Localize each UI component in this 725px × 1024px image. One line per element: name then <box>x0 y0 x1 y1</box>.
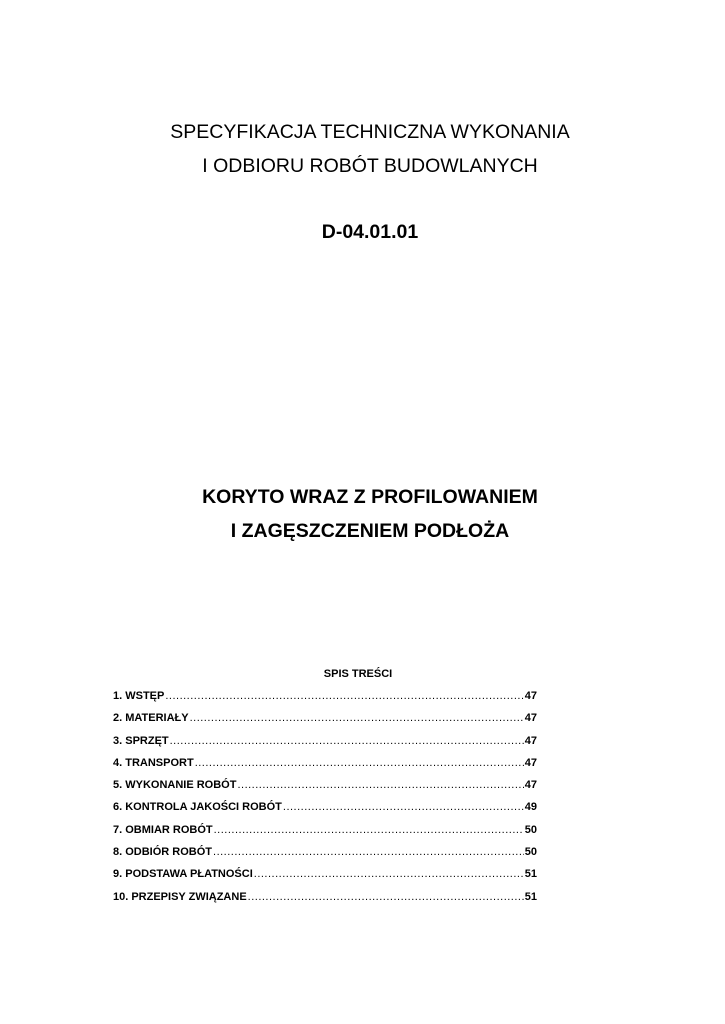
toc-entry-page: 47 <box>524 690 537 702</box>
toc-entry-page: 51 <box>524 890 537 903</box>
toc-entry-label: 6. KONTROLA JAKOŚCI ROBÓT <box>113 801 282 814</box>
toc-dot-leader <box>213 841 524 863</box>
toc-entry[interactable] <box>113 863 537 885</box>
toc-entry-page: 49 <box>524 801 537 814</box>
toc-heading: SPIS TREŚCI <box>323 668 393 680</box>
specification-code: D-04.01.01 <box>321 221 419 243</box>
toc-entry-label: 8. ODBIÓR ROBÓT <box>113 846 213 859</box>
toc-entry-page: 47 <box>524 779 537 792</box>
toc-entry-page: 47 <box>524 712 537 725</box>
toc-dot-leader <box>214 819 524 841</box>
toc-entry-page: 50 <box>524 846 537 859</box>
spec-title-line-1: SPECYFIKACJA TECHNICZNA WYKONANIA <box>170 121 570 143</box>
toc-dot-leader <box>254 863 524 885</box>
toc-entry-page: 47 <box>524 756 537 769</box>
toc-entry-label: 10. PRZEPISY ZWIĄZANE <box>113 890 247 903</box>
subject-title-line-1: KORYTO WRAZ Z PROFILOWANIEM <box>202 486 538 508</box>
toc-entry-page: 51 <box>524 868 537 881</box>
toc-entry[interactable] <box>113 819 537 841</box>
toc-dot-leader <box>248 886 524 908</box>
toc-dot-leader <box>165 685 523 707</box>
toc-dot-leader <box>195 752 524 774</box>
spec-title-line-2: I ODBIORU ROBÓT BUDOWLANYCH <box>202 155 538 177</box>
toc-entry-label: 3. SPRZĘT <box>113 734 169 747</box>
toc-entry-label: 5. WYKONANIE ROBÓT <box>113 779 237 792</box>
toc-entry-label: 2. MATERIAŁY <box>113 712 189 725</box>
toc-dot-leader <box>190 707 524 729</box>
toc-entry[interactable] <box>113 707 537 729</box>
table-of-contents <box>113 685 537 908</box>
toc-entry[interactable] <box>113 841 537 863</box>
toc-entry-label: 1. WSTĘP <box>113 690 165 702</box>
toc-dot-leader <box>170 730 524 752</box>
toc-entry-page: 50 <box>524 823 537 836</box>
toc-entry[interactable] <box>113 774 537 796</box>
toc-entry[interactable] <box>113 796 537 818</box>
toc-dot-leader <box>237 774 523 796</box>
toc-entry-label: 7. OBMIAR ROBÓT <box>113 823 213 836</box>
toc-entry[interactable] <box>113 685 537 707</box>
toc-entry-label: 4. TRANSPORT <box>113 756 194 769</box>
toc-entry[interactable] <box>113 730 537 752</box>
toc-entry[interactable] <box>113 752 537 774</box>
toc-entry[interactable] <box>113 886 537 908</box>
toc-entry-label: 9. PODSTAWA PŁATNOŚCI <box>113 868 253 881</box>
subject-title-line-2: I ZAGĘSZCZENIEM PODŁOŻA <box>230 520 510 542</box>
toc-dot-leader <box>283 796 524 818</box>
toc-entry-page: 47 <box>524 734 537 747</box>
